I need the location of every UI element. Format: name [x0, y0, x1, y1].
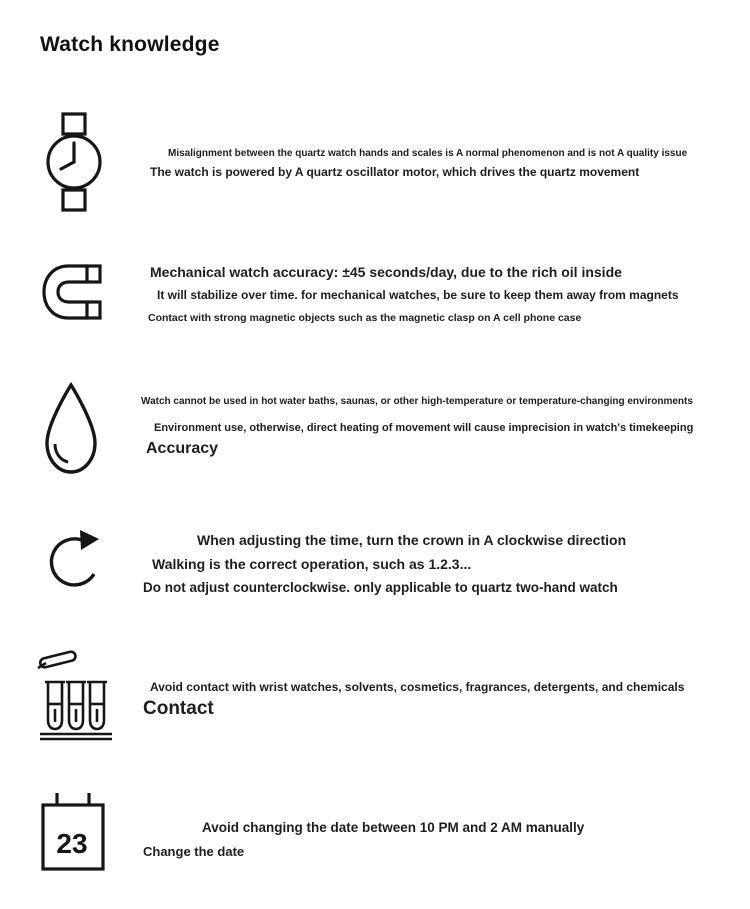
- crown-counterclockwise-line: Do not adjust counterclockwise. only applicable to quartz two-hand watch: [143, 580, 618, 595]
- section-magnetism: [0, 260, 750, 330]
- section-quartz-movement: [0, 112, 750, 222]
- quartz-note-line: Misalignment between the quartz watch hands and scales is A normal phenomenon and is not A quality issue: [168, 148, 688, 159]
- crown-clockwise-line: When adjusting the time, turn the crown in A clockwise direction: [197, 532, 627, 548]
- date-change-label: Change the date: [143, 844, 245, 859]
- section-crown-adjustment: [0, 522, 750, 602]
- chemicals-contact-label: Contact: [143, 698, 214, 719]
- crown-walking-line: Walking is the correct operation, such as 1.2.3...: [152, 556, 472, 572]
- quartz-main-line: The watch is powered by A quartz oscillator motor, which drives the quartz movement: [150, 165, 640, 179]
- section-temperature: [0, 378, 750, 478]
- magnet-accuracy-line: Mechanical watch accuracy: ±45 seconds/day, due to the rich oil inside: [150, 264, 622, 280]
- date-avoid-line: Avoid changing the date between 10 PM and 2 AM manually: [202, 820, 585, 835]
- temperature-detail-line: Environment use, otherwise, direct heating of movement will cause imprecision in watch's timekeeping: [154, 422, 694, 434]
- clockwise-arrow-icon: [42, 524, 106, 592]
- wristwatch-icon: [44, 112, 104, 212]
- temperature-accuracy-label: Accuracy: [146, 440, 219, 457]
- test-tubes-icon: [36, 646, 116, 742]
- magnet-stabilize-line: It will stabilize over time. for mechanical watches, be sure to keep them away from magnets: [157, 288, 679, 302]
- section-chemical-contact: [0, 644, 750, 744]
- page-title: Watch knowledge: [40, 33, 220, 56]
- magnet-icon: [40, 262, 104, 322]
- water-drop-icon: [40, 380, 102, 478]
- calendar-day-text: 23: [56, 828, 88, 859]
- magnet-contact-line: Contact with strong magnetic objects such as the magnetic clasp on A cell phone case: [148, 312, 582, 324]
- section-date-change: [0, 788, 750, 878]
- temperature-warning-line: Watch cannot be used in hot water baths, saunas, or other high-temperature or temperature-changing environments: [141, 396, 693, 407]
- chemicals-avoid-line: Avoid contact with wrist watches, solvents, cosmetics, fragrances, detergents, and chemicals: [150, 680, 685, 694]
- calendar-icon: [40, 790, 106, 872]
